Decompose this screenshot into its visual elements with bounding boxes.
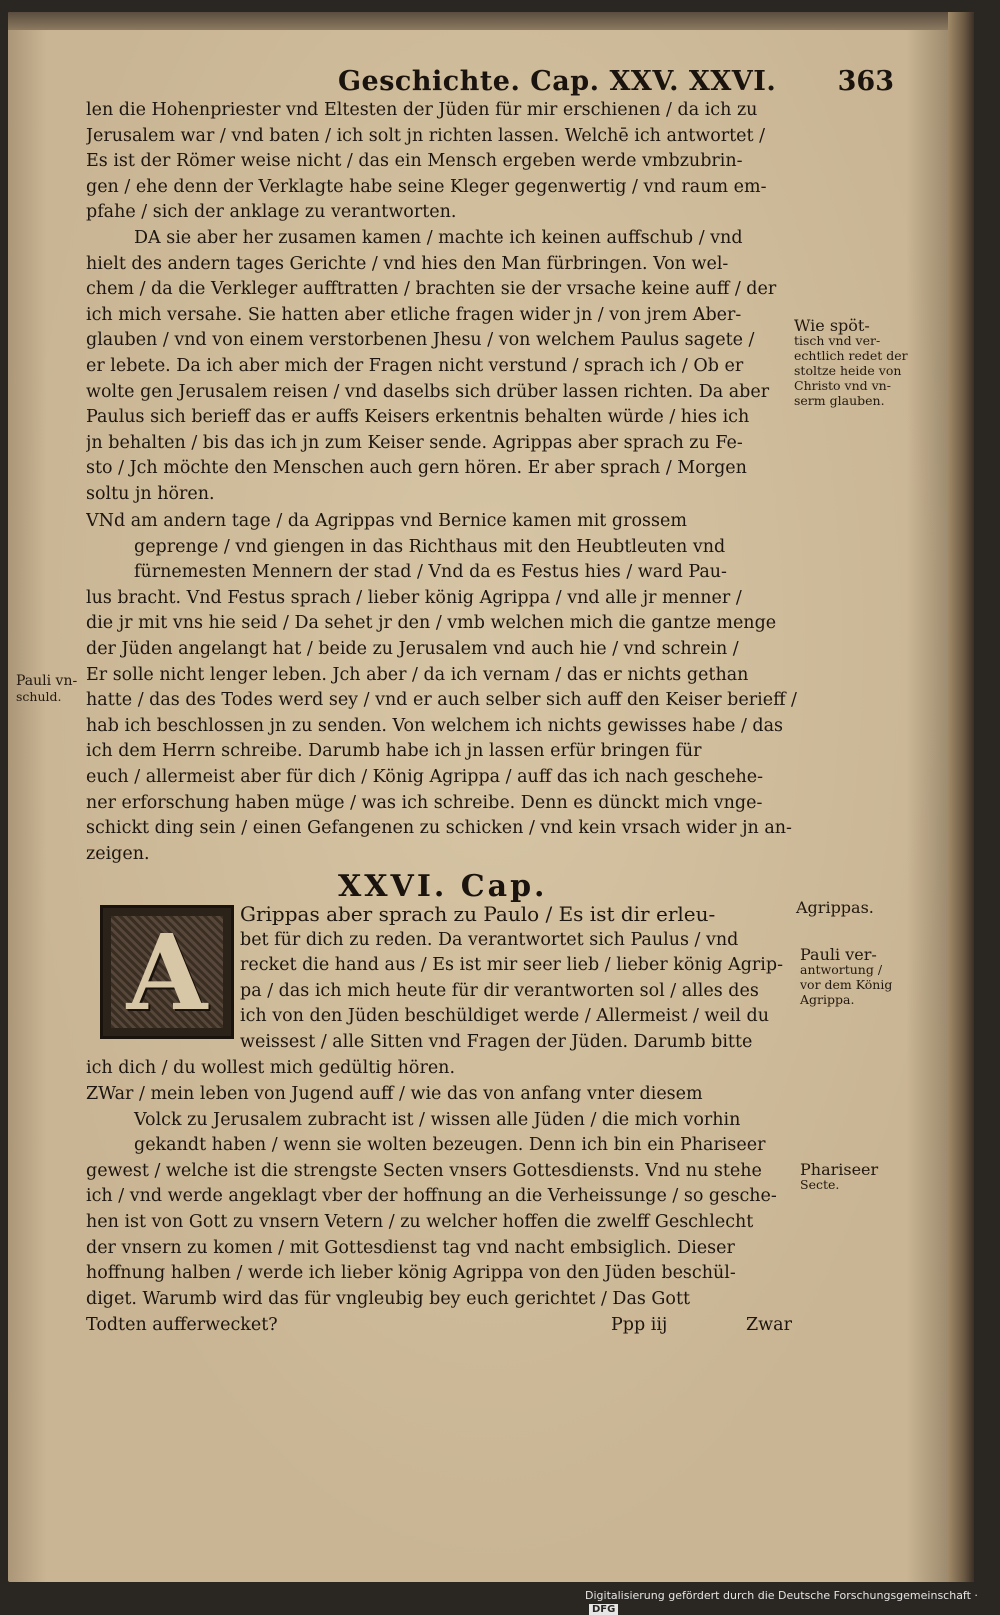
text-line: wolte gen Jerusalem reisen / vnd daselbs sich drüber lassen richten. Da aber — [86, 381, 770, 402]
last-text-line: Todten aufferwecket? — [86, 1315, 278, 1335]
decorated-initial — [100, 905, 234, 1039]
paragraph-1 — [86, 98, 798, 226]
paragraph-4 — [240, 902, 800, 1056]
text-line: soltu jn hören. — [86, 483, 215, 504]
text-line: sto / Jch möchte den Menschen auch gern hören. Er aber sprach / Morgen — [86, 458, 747, 479]
text-line: lus bracht. Vnd Festus sprach / lieber könig Agrippa / vnd alle jr menner / — [86, 587, 742, 608]
text-line: weissest / alle Sitten vnd Fragen der Jüden. Darumb bitte — [240, 1031, 753, 1052]
paragraph-4-continued — [86, 1056, 798, 1082]
text-line: ner erforschung haben müge / was ich schreibe. Denn es dünckt mich vnge- — [86, 792, 763, 813]
text-line: hab ich beschlossen jn zu senden. Von welchem ich nichts gewisses habe / das — [86, 715, 784, 736]
page-number: 363 — [837, 66, 894, 97]
text-line: die jr mit vns hie seid / Da sehet jr den / vmb welchen mich die gantze menge — [86, 613, 777, 634]
text-line: gekandt haben / wenn sie wolten bezeugen. Denn ich bin ein Phariseer — [134, 1135, 766, 1156]
page-bottom-line — [86, 1315, 798, 1341]
margin-note-line: Pauli ver- — [800, 945, 877, 964]
margin-note-line: Phariseer — [800, 1160, 879, 1179]
paragraph-3 — [86, 509, 798, 867]
catchword: Zwar — [746, 1315, 792, 1335]
text-line: ZWar / mein leben von Jugend auff / wie das von anfang vnter diesem — [86, 1084, 703, 1104]
signature-mark: Ppp iij — [611, 1315, 668, 1335]
text-line: pfahe / sich der anklage zu verantworten. — [86, 202, 457, 223]
text-line: diget. Warumb wird das für vngleubig bey euch gerichtet / Das Gott — [86, 1288, 691, 1309]
text-line: Paulus sich berieff das er auffs Keisers erkentnis behalten würde / hies ich — [86, 407, 750, 428]
text-line: hoffnung halben / werde ich lieber könig Agrippa von den Jüden beschül- — [86, 1263, 736, 1284]
chapter-heading: XXVI. Cap. — [338, 869, 548, 904]
margin-note-line: serm glauben. — [794, 393, 885, 408]
text-line: gen / ehe denn der Verklagte habe seine Kleger gegenwertig / vnd raum em- — [86, 176, 767, 197]
text-line: hen ist von Gott zu vnsern Vetern / zu welcher hoffen die zwelff Geschlecht — [86, 1211, 754, 1232]
text-line: schickt ding sein / einen Gefangenen zu schicken / vnd kein vrsach wider jn an- — [86, 818, 792, 839]
text-line: ich von den Jüden beschüldiget werde / Allermeist / weil du — [240, 1006, 769, 1027]
margin-note-3 — [796, 900, 874, 915]
margin-note-line: tisch vnd ver- — [794, 333, 881, 348]
margin-note-line: stoltze heide von — [794, 363, 902, 378]
margin-note-line: Agrippa. — [800, 992, 855, 1007]
text-line: Volck zu Jerusalem zubracht ist / wissen alle Jüden / die mich vorhin — [134, 1109, 741, 1130]
text-line: zeigen. — [86, 843, 150, 864]
text-line: hielt des andern tages Gerichte / vnd hies den Man fürbringen. Von wel- — [86, 253, 729, 274]
text-line: len die Hohenpriester vnd Eltesten der Jüden für mir erschienen / da ich zu — [86, 100, 758, 120]
text-line: Er solle nicht lenger leben. Jch aber / da ich vernam / das er nichts gethan — [86, 664, 749, 685]
book-page — [8, 12, 974, 1582]
text-line: DA sie aber her zusamen kamen / machte ich keinen auffschub / vnd — [134, 228, 743, 248]
text-line: glauben / vnd von einem verstorbenen Jhesu / von welchem Paulus sagete / — [86, 330, 755, 351]
margin-note-line: vor dem König — [800, 977, 893, 992]
dfg-logo: DFG — [589, 1604, 618, 1615]
text-line: VNd am andern tage / da Agrippas vnd Bernice kamen mit grossem — [86, 511, 687, 531]
text-line: recket die hand aus / Es ist mir seer lieb / lieber könig Agrip- — [240, 955, 783, 976]
text-line: bet für dich zu reden. Da verantwortet sich Paulus / vnd — [240, 929, 739, 950]
text-line: Es ist der Römer weise nicht / das ein Mensch ergeben werde vmbzubrin- — [86, 151, 743, 172]
page-top-shadow — [8, 12, 974, 30]
text-line: ich / vnd werde angeklagt vber der hoffnung an die Verheissunge / so gesche- — [86, 1186, 777, 1207]
paragraph-5 — [86, 1082, 798, 1312]
running-head: Geschichte. Cap. XXV. XXVI. — [338, 66, 777, 97]
text-line: fürnemesten Mennern der stad / Vnd da es Festus hies / ward Pau- — [134, 562, 727, 583]
text-line: geprenge / vnd giengen in das Richthaus mit den Heubtleuten vnd — [134, 536, 726, 557]
paragraph-2 — [86, 226, 798, 508]
credit-text: Digitalisierung gefördert durch die Deutsche Forschungsgemeinschaft · — [585, 1589, 978, 1602]
margin-note-line: schuld. — [16, 689, 62, 704]
text-line: er lebete. Da ich aber mich der Fragen nicht verstund / sprach ich / Ob er — [86, 355, 744, 376]
margin-note-line: antwortung / — [800, 962, 883, 977]
margin-note-line: Christo vnd vn- — [794, 378, 891, 393]
page-edge — [948, 12, 974, 1582]
text-line: ich mich versahe. Sie hatten aber etliche fragen wider jn / von jrem Aber- — [86, 304, 742, 325]
text-line: Jerusalem war / vnd baten / ich solt jn richten lassen. Welchē ich antwortet / — [86, 125, 766, 146]
digitization-credit — [585, 1589, 1000, 1615]
margin-note-2 — [16, 674, 77, 704]
text-line: pa / das ich mich heute für dir verantworten sol / alles des — [240, 980, 759, 1001]
text-line: ich dem Herrn schreibe. Darumb habe ich jn lassen erfür bringen für — [86, 741, 702, 762]
text-line: Grippas aber sprach zu Paulo / Es ist dir erleu- — [240, 902, 716, 926]
initial-letter: A — [126, 910, 208, 1034]
margin-note-line: Secte. — [800, 1177, 840, 1192]
margin-note-line: echtlich redet der — [794, 348, 908, 363]
margin-note-line: Wie spöt- — [794, 316, 870, 335]
text-line: der Jüden angelangt hat / beide zu Jerusalem vnd auch hie / vnd schrein / — [86, 638, 739, 659]
text-line: gewest / welche ist die strengste Secten vnsers Gottesdiensts. Vnd nu stehe — [86, 1160, 762, 1181]
margin-note-line: Agrippas. — [796, 898, 874, 917]
text-line: jn behalten / bis das ich jn zum Keiser sende. Agrippas aber sprach zu Fe- — [86, 432, 743, 453]
margin-note-4 — [800, 947, 892, 1007]
margin-note-5 — [800, 1162, 878, 1192]
text-line: hatte / das des Todes werd sey / vnd er auch selber sich auff den Keiser berieff / — [86, 690, 797, 711]
text-line: der vnsern zu komen / mit Gottesdienst tag vnd nacht embsiglich. Dieser — [86, 1237, 735, 1258]
text-line: chem / da die Verkleger aufftratten / brachten sie der vrsache keine auff / der — [86, 279, 777, 300]
text-line: ich dich / du wollest mich gedültig hören. — [86, 1058, 456, 1078]
margin-note-1 — [794, 318, 908, 408]
margin-note-line: Pauli vn- — [16, 673, 78, 689]
text-line: euch / allermeist aber für dich / König Agrippa / auff das ich nach geschehe- — [86, 766, 764, 787]
